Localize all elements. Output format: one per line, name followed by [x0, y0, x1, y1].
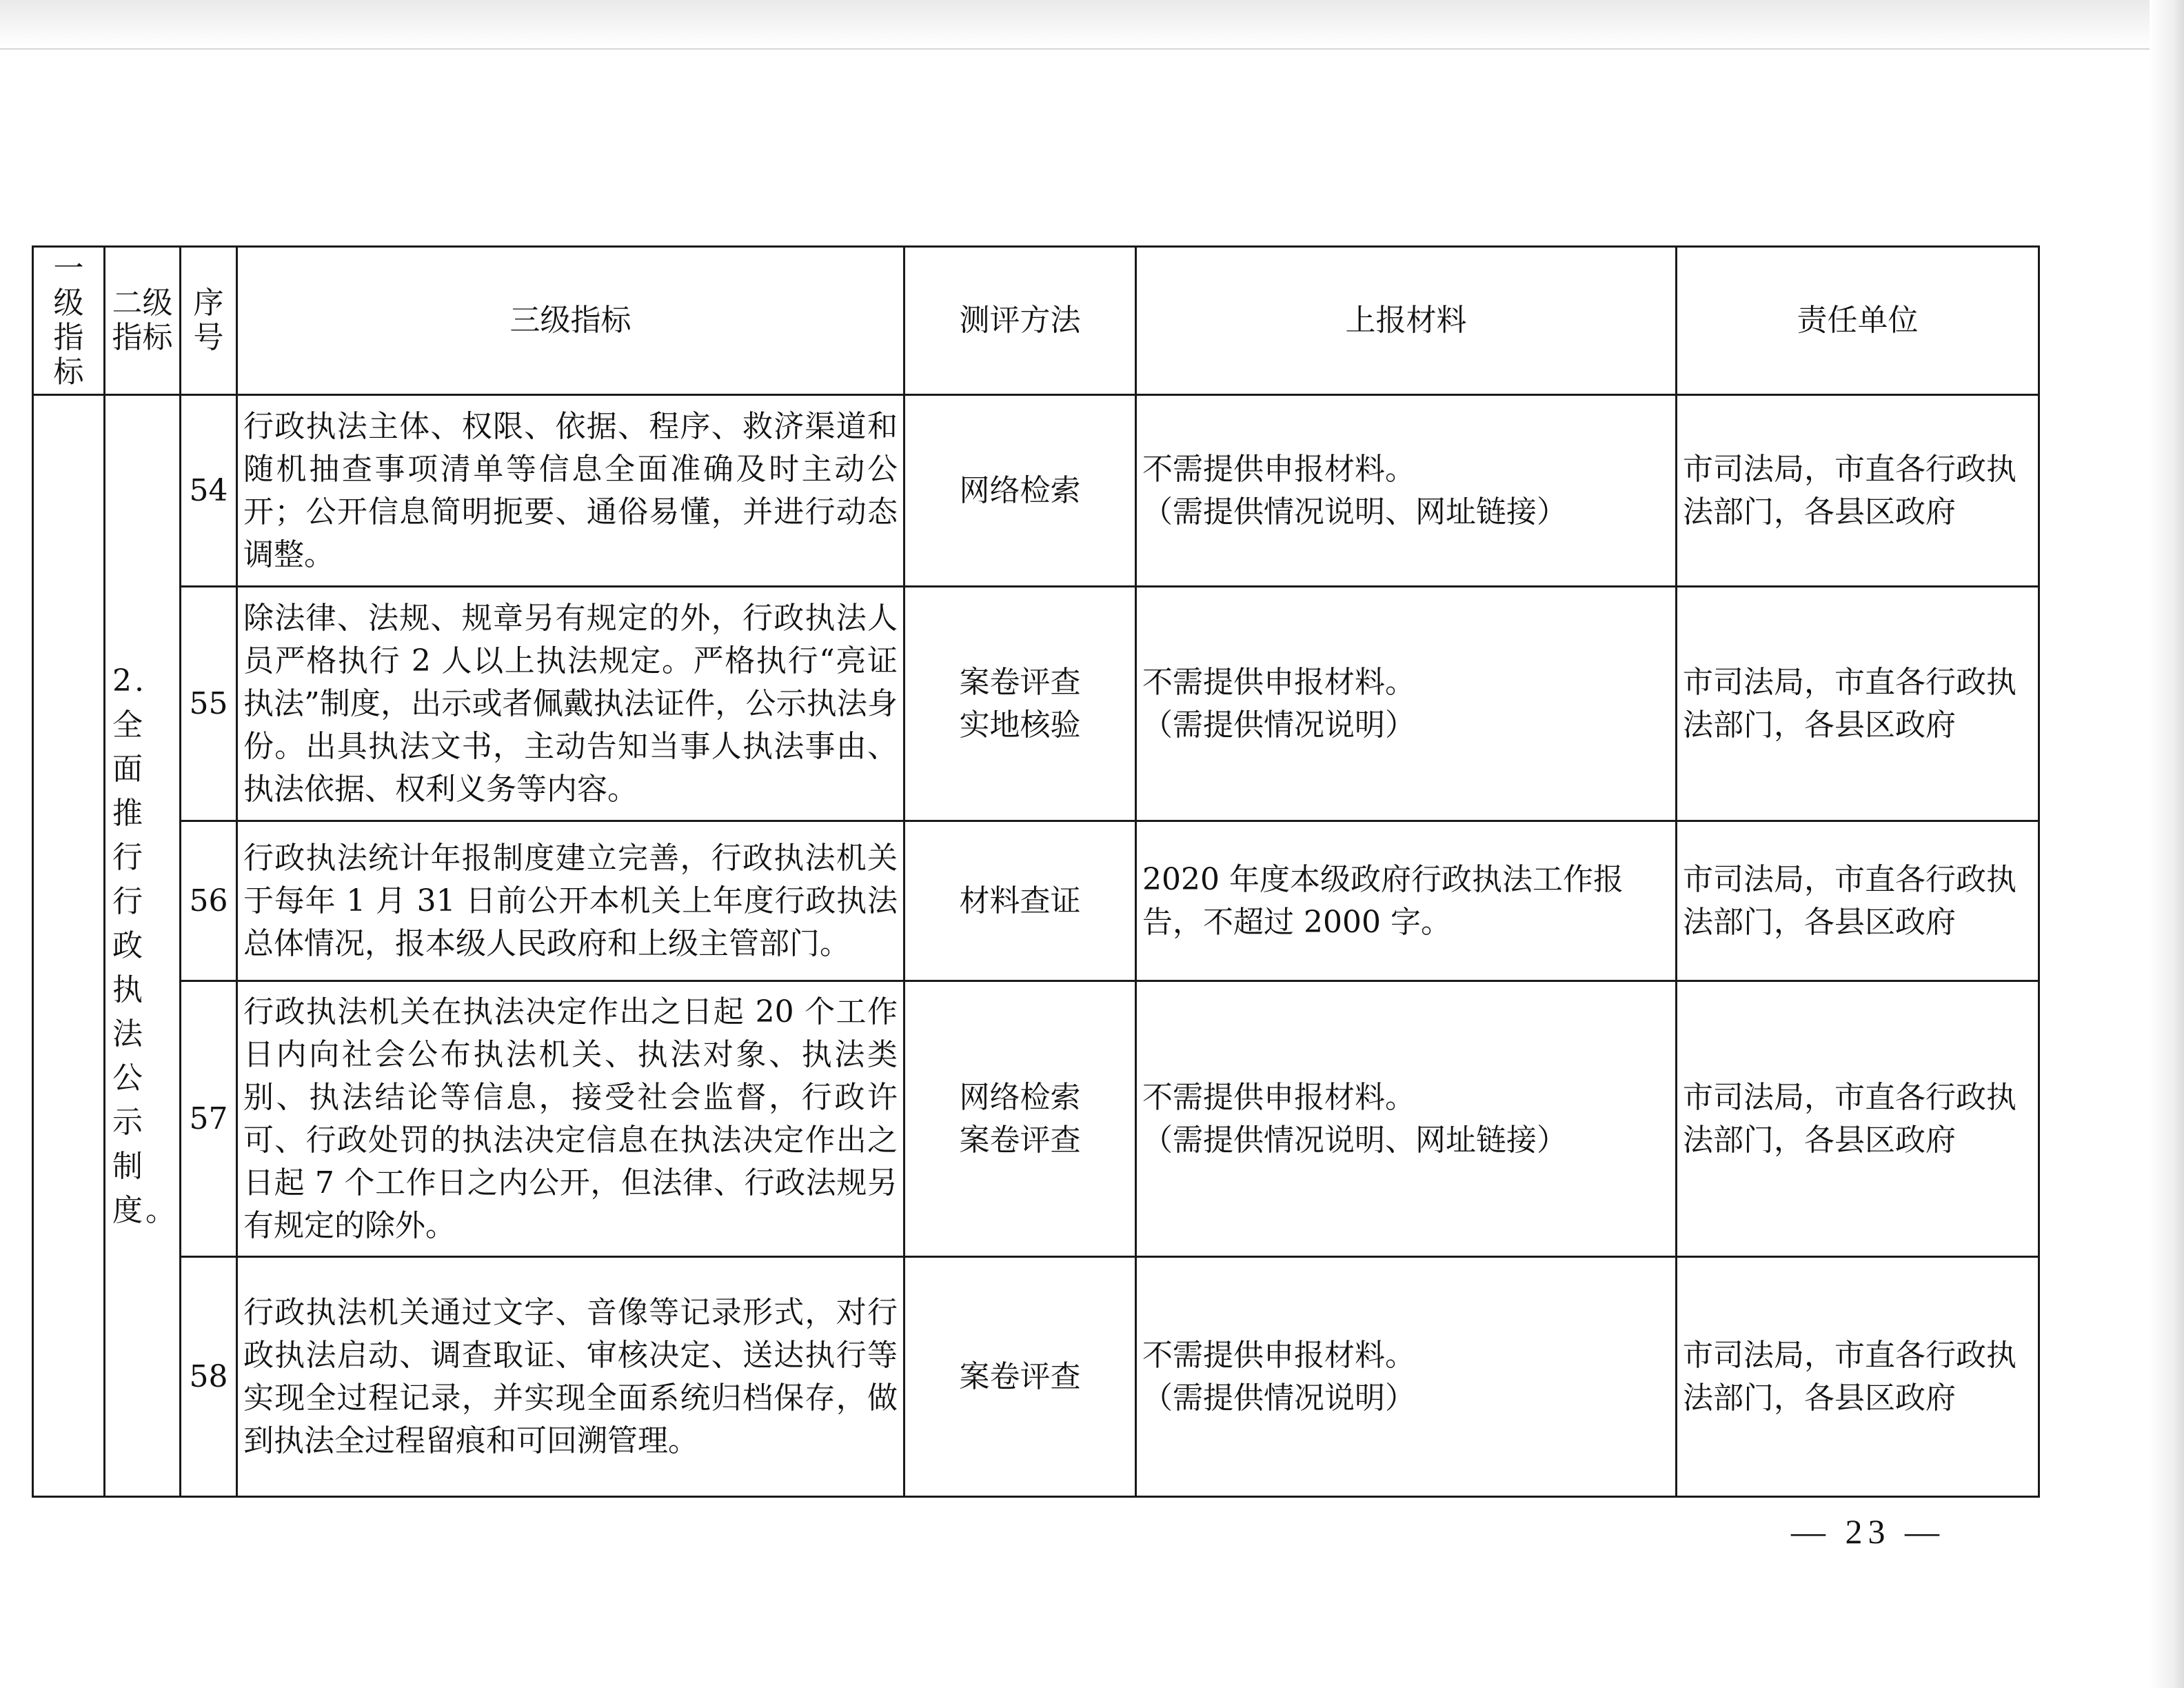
table-row: [33, 981, 2039, 1257]
indicator-cell: 行政执法机关在执法决定作出之日起 20 个工作日内向社会公布执法机关、执法对象、执法类别、执法结论等信息，接受社会监督，行政许可、行政处罚的执法决定信息在执法决定作出之日起 7 个工作日之内公开，但法律、行政法规另有规定的除外。: [237, 981, 904, 1257]
materials-cell: [1136, 981, 1677, 1257]
page-number: — 23 —: [1791, 1512, 1945, 1551]
seq-cell: 58: [181, 1257, 237, 1497]
seq-cell: 56: [181, 821, 237, 981]
materials-cell: [1136, 395, 1677, 587]
table-row: [33, 587, 2039, 821]
materials-line: 不需提供申报材料。: [1142, 451, 1415, 487]
header-level1: [33, 247, 105, 395]
materials-note: （需提供情况说明、网址链接）: [1142, 1122, 1567, 1158]
scan-right-edge: [2150, 0, 2184, 1688]
materials-cell: [1136, 587, 1677, 821]
table-row: [33, 1257, 2039, 1497]
seq-cell: 57: [181, 981, 237, 1257]
table-row: [33, 395, 2039, 587]
table-row: [33, 821, 2039, 981]
method-cell: [904, 981, 1136, 1257]
header-unit: 责任单位: [1677, 247, 2039, 395]
header-seq: [181, 247, 237, 395]
method-line: 实地核验: [959, 707, 1081, 743]
seq-cell: 55: [181, 587, 237, 821]
unit-cell: 市司法局，市直各行政执法部门，各县区政府: [1677, 1257, 2039, 1497]
materials-line: 2020 年度本级政府行政执法工作报告，不超过 2000 字。: [1142, 861, 1624, 940]
materials-note: （需提供情况说明、网址链接）: [1142, 494, 1567, 530]
method-cell: [904, 1257, 1136, 1497]
indicator-cell: 除法律、法规、规章另有规定的外，行政执法人员严格执行 2 人以上执法规定。严格执行“亮证执法”制度，出示或者佩戴执法证件，公示执法身份。出具执法文书，主动告知当事人执法事由、执法依据、权利义务等内容。: [237, 587, 904, 821]
header-level2: [105, 247, 181, 395]
header-seq-line1: 序: [193, 285, 224, 321]
materials-line: 不需提供申报材料。: [1142, 1337, 1415, 1373]
header-level2-line1: 二级: [112, 285, 173, 321]
indicator-cell: 行政执法主体、权限、依据、程序、救济渠道和随机抽查事项清单等信息全面准确及时主动公开；公开信息简明扼要、通俗易懂，并进行动态调整。: [237, 395, 904, 587]
seq-cell: 54: [181, 395, 237, 587]
materials-cell: [1136, 821, 1677, 981]
header-level2-line2: 指标: [112, 320, 173, 355]
header-method: 测评方法: [904, 247, 1136, 395]
materials-line: 不需提供申报材料。: [1142, 664, 1415, 700]
unit-cell: 市司法局，市直各行政执法部门，各县区政府: [1677, 395, 2039, 587]
method-cell: [904, 821, 1136, 981]
method-line: 案卷评查: [959, 1122, 1081, 1158]
method-line: 案卷评查: [959, 1358, 1081, 1394]
indicator-table: [32, 245, 2040, 1498]
indicator-cell: 行政执法统计年报制度建立完善，行政执法机关于每年 1 月 31 日前公开本机关上年度行政执法总体情况，报本级人民政府和上级主管部门。: [237, 821, 904, 981]
materials-line: 不需提供申报材料。: [1142, 1079, 1415, 1115]
method-cell: [904, 587, 1136, 821]
header-level1-line1: 一级: [53, 251, 84, 321]
header-seq-line2: 号: [193, 320, 224, 355]
method-line: 材料查证: [959, 883, 1081, 918]
method-line: 案卷评查: [959, 664, 1081, 700]
header-materials: 上报材料: [1136, 247, 1677, 395]
method-line: 网络检索: [959, 472, 1081, 508]
header-level3: 三级指标: [237, 247, 904, 395]
header-row: [33, 247, 2039, 395]
materials-note: （需提供情况说明）: [1142, 707, 1415, 743]
method-cell: [904, 395, 1136, 587]
unit-cell: 市司法局，市直各行政执法部门，各县区政府: [1677, 587, 2039, 821]
materials-note: （需提供情况说明）: [1142, 1380, 1415, 1416]
method-line: 网络检索: [959, 1079, 1081, 1115]
unit-cell: 市司法局，市直各行政执法部门，各县区政府: [1677, 821, 2039, 981]
level2-text: 2. 全面推行行政执法公示制度。: [112, 663, 179, 1228]
header-level1-line2: 指标: [53, 320, 84, 390]
scan-top-edge: [0, 0, 2184, 50]
unit-cell: 市司法局，市直各行政执法部门，各县区政府: [1677, 981, 2039, 1257]
materials-cell: [1136, 1257, 1677, 1497]
indicator-cell: 行政执法机关通过文字、音像等记录形式，对行政执法启动、调查取证、审核决定、送达执行等实现全过程记录，并实现全面系统归档保存，做到执法全过程留痕和可回溯管理。: [237, 1257, 904, 1497]
level1-cell: [33, 395, 105, 1497]
level2-cell: [105, 395, 181, 1497]
